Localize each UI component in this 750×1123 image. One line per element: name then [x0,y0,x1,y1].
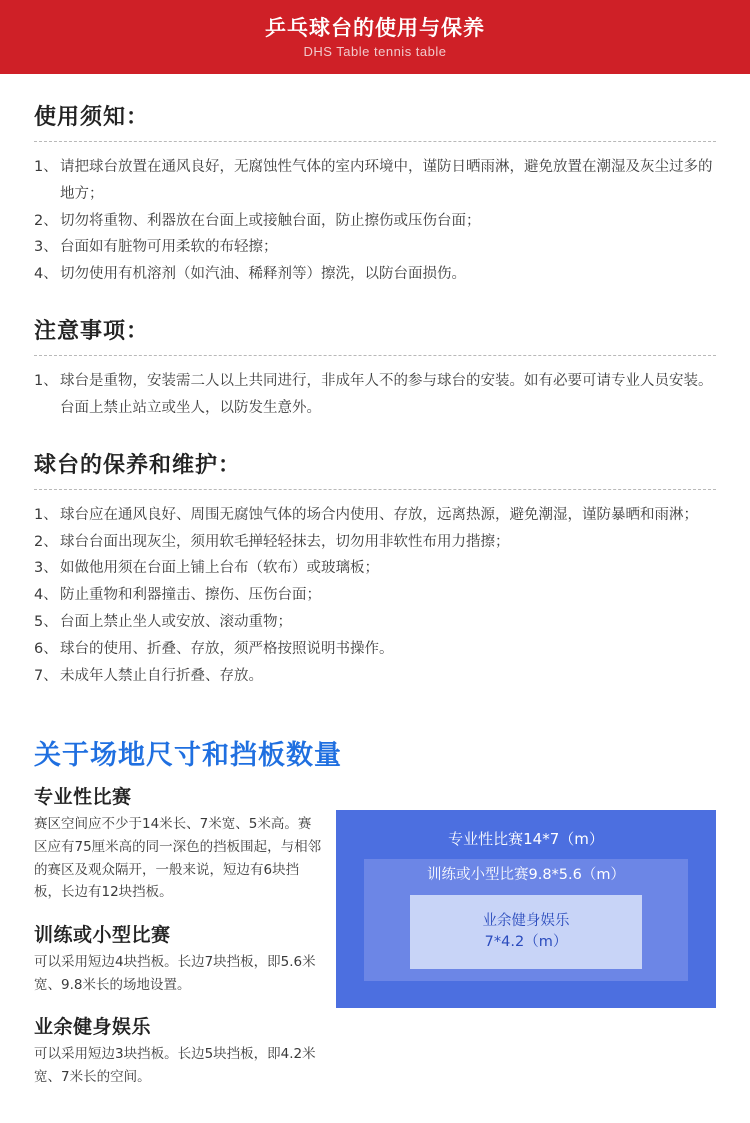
diagram-label-amateur-line1: 业余健身娱乐 [482,913,570,930]
diagram-label-professional: 专业性比赛14*7（m） [448,830,604,849]
section-venue [34,733,716,1104]
list-item-number: 2、 [34,533,58,550]
venue-body-amateur: 可以采用短边3块挡板。长边5块挡板，即4.2米宽、7米长的空间。 [34,1046,316,1086]
diagram-label-training: 训练或小型比赛9.8*5.6（m） [427,866,625,883]
list-item-text: 球台台面出现灰尘，须用软毛掸轻轻抹去，切勿用非软性布用力揩擦； [60,533,510,550]
list-item-number: 3、 [34,239,58,256]
list-item-number: 5、 [34,613,58,630]
list-item [34,529,716,556]
list-item-number: 6、 [34,640,58,657]
list-item-text: 防止重物和利器撞击、擦伤、压伤台面； [60,587,321,604]
list-item-text: 球台是重物，安装需二人以上共同进行，非成年人不的参与球台的安装。如有必要可请专业人员安装。台面上禁止站立或坐人，以防发生意外。 [60,373,713,416]
section-heading: 使用须知： [34,105,150,130]
list-item-text: 球台应在通风良好、周围无腐蚀气体的场合内使用、存放，远离热源，避免潮湿，谨防暴晒和雨淋； [60,506,698,523]
list-item-text: 球台的使用、折叠、存放，须严格按照说明书操作。 [60,640,394,657]
list-item [34,609,716,636]
section-cautions [34,314,716,422]
venue-subtitle-professional: 专业性比赛 [34,786,132,809]
list-item-number: 1、 [34,159,58,175]
list-item [34,636,716,663]
list-item-number: 1、 [34,506,58,523]
list-item-text: 切勿将重物、利器放在台面上或接触台面，防止擦伤或压伤台面； [60,212,481,229]
list-item [34,582,716,609]
list-item [34,502,716,529]
venue-text-column [34,782,322,1104]
cautions-paragraph [34,368,716,422]
list-item [34,154,716,208]
section-usage-notes [34,100,716,288]
list-item-number: 2、 [34,212,58,229]
list-item [34,261,716,288]
header-title: 乒乓球台的使用与保养 [265,15,485,40]
content-area [0,74,750,1123]
list-item-number: 3、 [34,560,58,577]
venue-size-diagram [336,810,716,1008]
section-divider [34,141,716,142]
section-divider [34,355,716,356]
section-heading: 球台的保养和维护： [34,452,242,478]
section-divider [34,489,716,490]
page-header [0,0,750,74]
list-item-text: 未成年人禁止自行折叠、存放。 [60,667,263,684]
list-item-text: 台面如有脏物可用柔软的布轻擦； [60,239,278,256]
list-item-text: 台面上禁止坐人或安放、滚动重物； [60,613,292,630]
list-item-text: 请把球台放置在通风良好，无腐蚀性气体的室内环境中，谨防日晒雨淋，避免放置在潮湿及灰尘过多的地方； [60,159,713,202]
venue-body-training: 可以采用短边4块挡板。长边7块挡板，即5.6米宽、9.8米长的场地设置。 [34,954,316,993]
list-item-number: 4、 [34,587,58,604]
diagram-box-training [364,859,688,981]
venue-diagram-column [322,782,716,1008]
maintenance-list [34,502,716,690]
list-item [34,555,716,582]
diagram-label-amateur-line2: 7*4.2（m） [484,933,568,950]
header-subtitle: DHS Table tennis table [303,44,447,60]
list-item-text: 切勿使用有机溶剂（如汽油、稀释剂等）擦洗，以防台面损伤。 [60,266,466,283]
venue-title: 关于场地尺寸和挡板数量 [34,740,342,772]
venue-subtitle-amateur: 业余健身娱乐 [34,1016,152,1039]
section-maintenance [34,448,716,690]
diagram-box-amateur [410,895,642,969]
list-item-number: 1、 [34,373,58,390]
list-item [34,663,716,690]
list-item-number: 4、 [34,266,58,283]
section-heading: 注意事项： [34,319,150,345]
diagram-label-amateur [483,911,570,952]
list-item-number: 7、 [34,667,58,684]
usage-notes-list [34,154,716,288]
list-item [34,234,716,261]
venue-body-professional: 赛区空间应不少于14米长、7米宽、5米高。赛区应有75厘米高的同一深色的挡板围起，与相邻的赛区及观众隔开，一般来说，短边有6块挡板，长边有12块挡板。 [34,816,322,901]
list-item-text: 如做他用须在台面上铺上台布（软布）或玻璃板； [60,560,379,577]
bottom-spacer [34,1105,716,1123]
venue-columns [34,782,716,1104]
venue-subtitle-training: 训练或小型比赛 [34,924,171,947]
list-item [34,208,716,235]
